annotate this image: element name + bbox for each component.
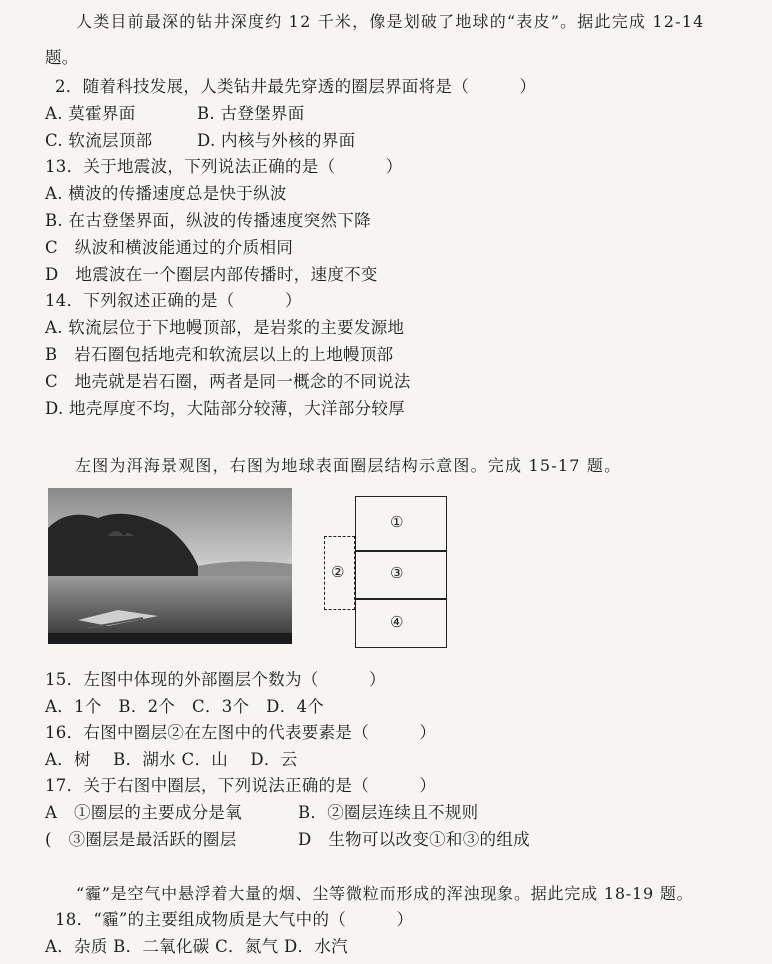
question-12-option-d: D. 内核与外核的界面 bbox=[197, 131, 356, 150]
passage-intro-12-14: 人类目前最深的钻井深度约 12 千米，像是划破了地球的“表皮”。据此完成 12-14 bbox=[76, 12, 705, 31]
question-13-option-c: C 纵波和横波能通过的介质相同 bbox=[45, 238, 294, 257]
passage-intro-18-19: “霾”是空气中悬浮着大量的烟、尘等微粒而形成的浑浊现象。据此完成 18-19 题。 bbox=[76, 884, 694, 903]
sphere-4-label: ④ bbox=[390, 613, 404, 631]
sphere-1-box bbox=[355, 496, 447, 552]
question-13-option-a: A. 横波的传播速度总是快于纵波 bbox=[45, 184, 287, 203]
question-14-option-b: B 岩石圈包括地壳和软流层以上的上地幔顶部 bbox=[45, 345, 394, 364]
sphere-2-box bbox=[324, 536, 355, 610]
question-13-stem: 13．关于地震波，下列说法正确的是（ ） bbox=[45, 157, 403, 176]
question-17-stem: 17．关于右图中圈层，下列说法正确的是（ ） bbox=[45, 776, 437, 795]
question-14-option-a: A. 软流层位于下地幔顶部，是岩浆的主要发源地 bbox=[45, 318, 405, 337]
question-16-stem: 16．右图中圈层②在左图中的代表要素是（ ） bbox=[45, 723, 437, 742]
question-12-stem: 2．随着科技发展，人类钻井最先穿透的圈层界面将是（ ） bbox=[55, 77, 537, 96]
question-16-options: A．树 B．湖水 C．山 D．云 bbox=[45, 750, 298, 769]
sphere-1-label: ① bbox=[390, 513, 404, 531]
question-13-option-b: B. 在古登堡界面，纵波的传播速度突然下降 bbox=[45, 211, 371, 230]
question-17-option-d: D 生物可以改变①和③的组成 bbox=[298, 830, 530, 849]
passage-intro-12-14-cont: 题。 bbox=[45, 48, 79, 67]
question-14-stem: 14．下列叙述正确的是（ ） bbox=[45, 291, 302, 310]
earth-spheres-diagram bbox=[323, 496, 447, 646]
question-17-option-b: B．②圈层连续且不规则 bbox=[298, 803, 479, 822]
sphere-2-label: ② bbox=[331, 563, 345, 581]
sphere-3-box bbox=[355, 550, 447, 600]
question-15-stem: 15．左图中体现的外部圈层个数为（ ） bbox=[45, 670, 386, 689]
question-14-option-c: C 地壳就是岩石圈，两者是同一概念的不同说法 bbox=[45, 372, 411, 391]
sphere-4-box bbox=[355, 598, 447, 648]
question-12-option-c: C. 软流层顶部 bbox=[45, 131, 153, 150]
question-15-options: A．1个 B．2个 C．3个 D．4个 bbox=[45, 697, 325, 716]
question-18-options: A．杂质 B．二氧化碳 C．氮气 D．水汽 bbox=[45, 937, 348, 956]
question-18-stem: 18．“霾”的主要组成物质是大气中的（ ） bbox=[55, 910, 414, 929]
sphere-3-label: ③ bbox=[390, 564, 404, 582]
question-17-option-a: A ①圈层的主要成分是氧 bbox=[45, 803, 243, 822]
question-12-option-a: A. 莫霍界面 bbox=[45, 104, 136, 123]
question-14-option-d: D. 地壳厚度不均，大陆部分较薄，大洋部分较厚 bbox=[45, 399, 406, 418]
question-13-option-d: D 地震波在一个圈层内部传播时，速度不变 bbox=[45, 265, 378, 284]
passage-intro-15-17: 左图为洱海景观图，右图为地球表面圈层结构示意图。完成 15-17 题。 bbox=[75, 456, 622, 475]
question-17-option-c: ( ③圈层是最活跃的圈层 bbox=[45, 830, 237, 849]
question-12-option-b: B. 古登堡界面 bbox=[197, 104, 305, 123]
erhai-landscape-photo bbox=[48, 488, 292, 644]
